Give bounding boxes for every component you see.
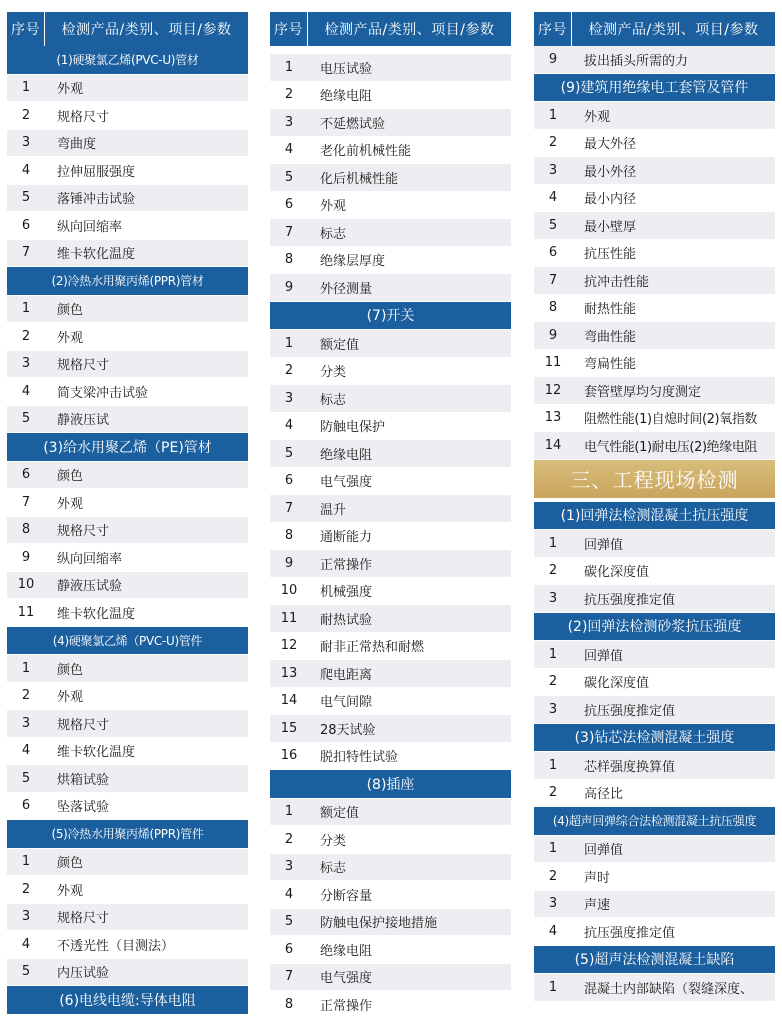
table-row	[534, 350, 775, 377]
row-item-text: 回弹值	[584, 537, 624, 553]
row-number: 5	[284, 169, 294, 185]
row-number: 4	[284, 886, 294, 902]
table-header	[7, 12, 248, 46]
row-item-text: 外径测量	[320, 281, 373, 297]
row-number: 10	[17, 577, 35, 593]
section-heading: (3)钻芯法检测混凝土强度	[534, 724, 775, 752]
table-row	[534, 267, 775, 294]
row-number: 6	[548, 245, 558, 261]
table-row	[7, 157, 248, 184]
row-item-text: 耐热性能	[584, 302, 637, 318]
section-heading: (8)插座	[270, 770, 511, 798]
table-row	[270, 247, 511, 274]
table-row	[534, 185, 775, 212]
row-number: 9	[284, 555, 294, 571]
table-row	[270, 964, 511, 991]
row-number: 6	[284, 197, 294, 213]
table-row	[534, 130, 775, 157]
row-item-text: 抗压强度推定值	[584, 592, 676, 608]
row-number: 2	[21, 881, 31, 897]
row-item-text: 外观	[57, 496, 84, 512]
table-row	[534, 836, 775, 863]
row-item-text: 声时	[584, 870, 611, 886]
column-body	[270, 46, 511, 1018]
row-item-text: 温升	[320, 502, 347, 518]
row-item-text: 落锤冲击试验	[57, 192, 136, 208]
table-row	[270, 219, 511, 246]
row-item-text: 外观	[57, 690, 84, 706]
row-item-text: 正常操作	[320, 998, 373, 1014]
row-number: 6	[284, 941, 294, 957]
table-row	[7, 378, 248, 405]
row-item-text: 规格尺寸	[57, 717, 110, 733]
section-heading: (1)硬聚氯乙烯(PVC-U)管材	[7, 46, 248, 74]
row-item-text: 外观	[57, 883, 84, 899]
column-body	[7, 46, 248, 1014]
row-number: 2	[548, 785, 558, 801]
row-item-text: 内压试验	[57, 966, 110, 982]
row-item-text: 高径比	[584, 787, 624, 803]
row-number: 9	[21, 549, 31, 565]
column-body	[534, 46, 775, 1001]
row-item-text: 拉伸屈服强度	[57, 164, 136, 180]
row-number: 1	[548, 757, 558, 773]
row-number: 11	[17, 604, 35, 620]
row-item-text: 弯曲性能	[584, 329, 637, 345]
table-row	[270, 633, 511, 660]
table-row	[7, 904, 248, 931]
section-heading: (1)回弹法检测混凝土抗压强度	[534, 502, 775, 530]
row-item-text: 外观	[320, 199, 347, 215]
table-row	[270, 495, 511, 522]
row-item-text: 外观	[57, 330, 84, 346]
row-item-text: 防触电保护接地措施	[320, 916, 438, 932]
table-row	[7, 544, 248, 571]
row-number: 3	[21, 715, 31, 731]
row-item-text: 混凝土内部缺陷（裂缝深度、	[584, 981, 754, 997]
row-item-text: 绝缘电阻	[320, 943, 373, 959]
row-number: 8	[284, 528, 294, 544]
table-row	[270, 909, 511, 936]
row-number: 7	[21, 245, 31, 261]
row-number: 4	[21, 743, 31, 759]
header-number-label: 序号	[270, 12, 308, 46]
table-row	[7, 462, 248, 489]
table-row	[534, 157, 775, 184]
row-number: 3	[21, 356, 31, 372]
row-item-text: 防触电保护	[320, 420, 386, 436]
row-item-text: 纵向回缩率	[57, 219, 123, 235]
row-number: 16	[280, 748, 298, 764]
row-number: 14	[280, 693, 298, 709]
table-row	[534, 974, 775, 1001]
row-item-text: 规格尺寸	[57, 109, 110, 125]
table-row	[7, 599, 248, 626]
header-number-label: 序号	[7, 12, 45, 46]
row-item-text: 回弹值	[584, 843, 624, 859]
row-item-text: 最大外径	[584, 137, 637, 153]
table-row	[7, 406, 248, 433]
row-item-text: 坠落试验	[57, 800, 110, 816]
table-row	[7, 185, 248, 212]
row-item-text: 抗压性能	[584, 247, 637, 263]
row-number: 2	[548, 563, 558, 579]
spacer	[270, 46, 511, 54]
row-number: 7	[548, 272, 558, 288]
row-item-text: 碳化深度值	[584, 676, 650, 692]
table-row	[7, 212, 248, 239]
row-number: 1	[548, 841, 558, 857]
row-number: 12	[280, 638, 298, 654]
table-row	[270, 192, 511, 219]
row-number: 11	[544, 355, 562, 371]
table-row	[7, 323, 248, 350]
row-item-text: 分断容量	[320, 888, 373, 904]
section-heading: (6)电线电缆:导体电阻	[7, 986, 248, 1014]
row-item-text: 颜色	[57, 303, 84, 319]
table-row	[270, 991, 511, 1018]
row-number: 4	[284, 142, 294, 158]
row-item-text: 碳化深度值	[584, 565, 650, 581]
row-item-text: 额定值	[320, 337, 360, 353]
row-item-text: 电气间隙	[320, 695, 373, 711]
table-row	[7, 765, 248, 792]
row-item-text: 不透光性（目测法）	[57, 938, 175, 954]
table-row	[7, 738, 248, 765]
table-row	[534, 641, 775, 668]
row-item-text: 分类	[320, 365, 347, 381]
row-number: 11	[280, 610, 298, 626]
table-row	[270, 826, 511, 853]
section-heading: (5)超声法检测混凝土缺陷	[534, 946, 775, 974]
row-item-text: 电气性能(1)耐电压(2)绝缘电阻	[584, 439, 758, 455]
row-item-text: 静液压试	[57, 413, 110, 429]
row-item-text: 维卡软化温度	[57, 247, 136, 263]
table-row	[7, 683, 248, 710]
row-item-text: 静液压试验	[57, 579, 123, 595]
row-number: 5	[284, 914, 294, 930]
table-row	[534, 322, 775, 349]
row-item-text: 颜色	[57, 856, 84, 872]
row-number: 1	[548, 979, 558, 995]
table-row	[534, 585, 775, 612]
table-header	[270, 12, 511, 46]
table-row	[534, 46, 775, 73]
row-item-text: 规格尺寸	[57, 358, 110, 374]
row-number: 13	[280, 665, 298, 681]
row-item-text: 规格尺寸	[57, 524, 110, 540]
table-row	[534, 432, 775, 459]
row-number: 2	[21, 688, 31, 704]
section-heading: (5)冷热水用聚丙烯(PPR)管件	[7, 820, 248, 848]
table-header	[534, 12, 775, 46]
header-item-label: 检测产品/类别、项目/参数	[588, 22, 759, 38]
table-row	[534, 377, 775, 404]
row-item-text: 绝缘电阻	[320, 447, 373, 463]
table-row	[270, 605, 511, 632]
row-item-text: 标志	[320, 392, 347, 408]
row-number: 8	[21, 522, 31, 538]
row-number: 2	[284, 87, 294, 103]
row-item-text: 标志	[320, 861, 347, 877]
row-number: 1	[21, 854, 31, 870]
row-item-text: 标志	[320, 226, 347, 242]
row-number: 1	[21, 660, 31, 676]
table-row	[7, 75, 248, 102]
row-item-text: 绝缘电阻	[320, 89, 373, 105]
row-item-text: 分类	[320, 833, 347, 849]
table-row	[270, 358, 511, 385]
row-item-text: 化后机械性能	[320, 171, 399, 187]
row-number: 15	[280, 720, 298, 736]
row-number: 4	[21, 162, 31, 178]
table-row	[270, 137, 511, 164]
header-item-label: 检测产品/类别、项目/参数	[61, 22, 232, 38]
row-number: 2	[548, 135, 558, 151]
row-item-text: 回弹值	[584, 648, 624, 664]
row-number: 5	[21, 411, 31, 427]
table-row	[534, 863, 775, 890]
row-number: 9	[548, 51, 558, 67]
row-number: 4	[21, 383, 31, 399]
row-item-text: 耐非正常热和耐燃	[320, 640, 425, 656]
table-row	[270, 82, 511, 109]
row-number: 3	[548, 162, 558, 178]
table-row	[7, 130, 248, 157]
table-row	[270, 523, 511, 550]
table-row	[7, 793, 248, 820]
row-number: 8	[548, 300, 558, 316]
table-row	[534, 891, 775, 918]
table-row	[270, 660, 511, 687]
row-number: 6	[21, 467, 31, 483]
row-number: 4	[548, 190, 558, 206]
table-row	[7, 517, 248, 544]
row-number: 1	[284, 59, 294, 75]
row-number: 3	[284, 859, 294, 875]
table-row	[270, 688, 511, 715]
table-row	[7, 959, 248, 986]
row-item-text: 抗压强度推定值	[584, 703, 676, 719]
table-column-1	[7, 12, 248, 1015]
table-row	[270, 109, 511, 136]
table-row	[534, 558, 775, 585]
row-item-text: 不延燃试验	[320, 116, 386, 132]
row-item-text: 维卡软化温度	[57, 745, 136, 761]
row-item-text: 维卡软化温度	[57, 606, 136, 622]
row-number: 3	[548, 896, 558, 912]
table-row	[270, 274, 511, 301]
section-heading: (2)冷热水用聚丙烯(PPR)管材	[7, 267, 248, 295]
row-item-text: 脱扣特性试验	[320, 750, 399, 766]
table-row	[270, 799, 511, 826]
table-row	[7, 240, 248, 267]
table-row	[270, 550, 511, 577]
row-item-text: 正常操作	[320, 557, 373, 573]
row-number: 3	[284, 114, 294, 130]
row-number: 2	[548, 868, 558, 884]
table-row	[7, 489, 248, 516]
row-item-text: 外观	[584, 109, 611, 125]
row-item-text: 老化前机械性能	[320, 144, 412, 160]
row-number: 3	[284, 390, 294, 406]
row-number: 2	[548, 674, 558, 690]
table-row	[7, 296, 248, 323]
table-row	[270, 164, 511, 191]
section-heading: (4)硬聚氯乙烯（PVC-U)管件	[7, 627, 248, 655]
table-row	[7, 710, 248, 737]
row-number: 10	[280, 583, 298, 599]
row-number: 7	[21, 494, 31, 510]
table-row	[534, 918, 775, 945]
row-item-text: 最小外径	[584, 164, 637, 180]
table-row	[534, 530, 775, 557]
row-item-text: 简支梁冲击试验	[57, 385, 149, 401]
table-row	[7, 572, 248, 599]
table-column-2	[270, 12, 511, 1019]
table-row	[7, 351, 248, 378]
row-number: 5	[548, 217, 558, 233]
row-item-text: 弯扁性能	[584, 357, 637, 373]
table-row	[270, 385, 511, 412]
row-number: 3	[548, 590, 558, 606]
row-number: 13	[544, 410, 562, 426]
row-item-text: 抗冲击性能	[584, 274, 650, 290]
section-heading: (3)给水用聚乙烯（PE)管材	[7, 433, 248, 461]
row-item-text: 最小内径	[584, 192, 637, 208]
row-number: 3	[21, 135, 31, 151]
row-number: 6	[21, 798, 31, 814]
row-item-text: 颜色	[57, 662, 84, 678]
row-number: 3	[548, 701, 558, 717]
row-number: 1	[548, 107, 558, 123]
row-number: 4	[284, 418, 294, 434]
row-item-text: 烘箱试验	[57, 772, 110, 788]
section-heading: (7)开关	[270, 302, 511, 330]
section-heading: (9)建筑用绝缘电工套管及管件	[534, 74, 775, 102]
row-item-text: 拔出插头所需的力	[584, 53, 689, 69]
table-row	[7, 849, 248, 876]
table-row	[7, 655, 248, 682]
row-item-text: 电压试验	[320, 61, 373, 77]
table-row	[534, 669, 775, 696]
row-number: 1	[548, 535, 558, 551]
row-number: 5	[21, 770, 31, 786]
row-item-text: 弯曲度	[57, 137, 97, 153]
row-item-text: 纵向回缩率	[57, 551, 123, 567]
table-row	[270, 881, 511, 908]
row-number: 1	[21, 80, 31, 96]
table-row	[270, 330, 511, 357]
table-row	[270, 468, 511, 495]
row-number: 12	[544, 382, 562, 398]
row-item-text: 抗压强度推定值	[584, 925, 676, 941]
row-item-text: 额定值	[320, 806, 360, 822]
table-row	[534, 102, 775, 129]
table-row	[270, 936, 511, 963]
row-number: 8	[284, 996, 294, 1012]
header-number-label: 序号	[534, 12, 572, 46]
row-number: 2	[284, 831, 294, 847]
table-row	[270, 440, 511, 467]
table-row	[534, 780, 775, 807]
row-item-text: 声速	[584, 898, 611, 914]
table-row	[270, 715, 511, 742]
row-item-text: 外观	[57, 82, 84, 98]
row-number: 1	[284, 804, 294, 820]
row-item-text: 套管壁厚均匀度测定	[584, 384, 702, 400]
row-item-text: 电气强度	[320, 475, 373, 491]
row-number: 1	[284, 335, 294, 351]
header-item-label: 检测产品/类别、项目/参数	[324, 22, 495, 38]
row-number: 4	[21, 936, 31, 952]
table-row	[534, 295, 775, 322]
section-heading: (2)回弹法检测砂浆抗压强度	[534, 613, 775, 641]
section-heading: (4)超声回弹综合法检测混凝土抗压强度	[534, 807, 775, 835]
table-row	[534, 696, 775, 723]
row-number: 2	[284, 363, 294, 379]
row-number: 1	[21, 301, 31, 317]
row-number: 9	[284, 279, 294, 295]
row-item-text: 绝缘层厚度	[320, 254, 386, 270]
table-row	[270, 743, 511, 770]
row-item-text: 最小壁厚	[584, 219, 637, 235]
row-number: 2	[21, 107, 31, 123]
table-row	[270, 54, 511, 81]
row-item-text: 阻燃性能(1)自熄时间(2)氧指数	[584, 412, 758, 428]
row-number: 6	[21, 217, 31, 233]
row-item-text: 电气强度	[320, 971, 373, 987]
row-number: 7	[284, 500, 294, 516]
row-item-text: 芯样强度换算值	[584, 759, 676, 775]
row-item-text: 规格尺寸	[57, 911, 110, 927]
row-item-text: 通断能力	[320, 530, 373, 546]
table-row	[7, 102, 248, 129]
row-number: 3	[21, 909, 31, 925]
row-number: 5	[21, 964, 31, 980]
table-row	[270, 413, 511, 440]
row-number: 2	[21, 328, 31, 344]
table-row	[534, 752, 775, 779]
table-row	[7, 876, 248, 903]
table-row	[7, 931, 248, 958]
row-item-text: 耐热试验	[320, 612, 373, 628]
row-number: 7	[284, 224, 294, 240]
row-item-text: 机械强度	[320, 585, 373, 601]
row-number: 4	[548, 923, 558, 939]
row-number: 14	[544, 437, 562, 453]
row-number: 7	[284, 969, 294, 985]
category-banner: 三、工程现场检测	[534, 460, 775, 498]
table-row	[534, 212, 775, 239]
row-item-text: 颜色	[57, 469, 84, 485]
table-row	[534, 240, 775, 267]
row-number: 5	[21, 190, 31, 206]
row-number: 9	[548, 327, 558, 343]
table-column-3	[534, 12, 775, 1002]
table-row	[270, 854, 511, 881]
row-number: 1	[548, 646, 558, 662]
table-row	[270, 578, 511, 605]
row-number: 8	[284, 252, 294, 268]
row-item-text: 28天试验	[320, 722, 376, 738]
row-number: 6	[284, 473, 294, 489]
row-item-text: 爬电距离	[320, 667, 373, 683]
row-number: 5	[284, 445, 294, 461]
table-row	[534, 405, 775, 432]
